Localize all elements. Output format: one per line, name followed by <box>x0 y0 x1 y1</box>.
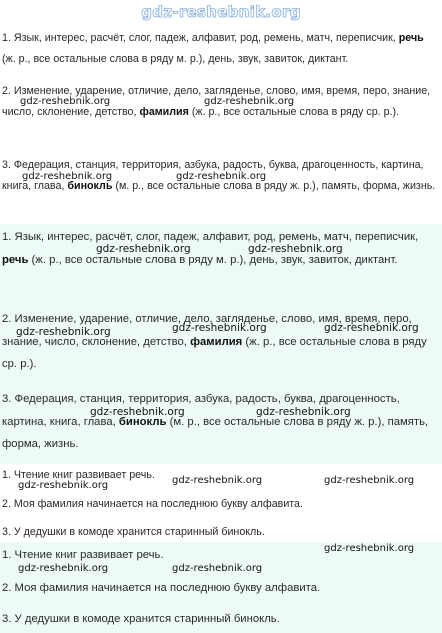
watermark: gdz-reshebnik.org <box>172 322 267 334</box>
watermark: gdz-reshebnik.org <box>18 480 109 491</box>
watermark: gdz-reshebnik.org <box>256 406 351 418</box>
watermark: gdz-reshebnik.org <box>176 171 267 182</box>
watermark: gdz-reshebnik.org <box>248 243 343 255</box>
watermark: gdz-reshebnik.org <box>16 326 111 338</box>
answer-1-item-3-highlight: бинокль <box>67 180 113 192</box>
answer-block-1 <box>0 24 442 224</box>
watermark: gdz-reshebnik.org <box>20 96 111 107</box>
answer-1-item-1: 1. Язык, интерес, расчёт, слог, падеж, алфавит, род, ремень, матч, переписчик, речь (ж. р., все остальные слова в ряду м. р.), день, звук, завиток, диктант. <box>2 32 424 65</box>
sentence-3: 3. У дедушки в комоде хранится старинный бинокль. <box>2 526 265 538</box>
watermark: gdz-reshebnik.org <box>18 563 109 574</box>
watermark: gdz-reshebnik.org <box>172 475 263 486</box>
answer-block-2 <box>0 224 442 464</box>
site-header <box>0 0 442 24</box>
watermark: gdz-reshebnik.org <box>324 322 419 334</box>
watermark: gdz-reshebnik.org <box>96 243 191 255</box>
answer-block-4 <box>0 542 442 633</box>
answer-1-item-1-highlight: речь <box>398 32 424 44</box>
answer-2-item-3: 3. Федерация, станция, территория, азбука, радость, буква, драгоценность, картина, книга, глава, бинокль (м. р., все остальные слова в ряду ж. р.), память, форма, жизнь. <box>2 393 429 450</box>
watermark: gdz-reshebnik.org <box>172 563 263 574</box>
sentence-1: 1. Чтение книг развивает речь. <box>2 549 164 561</box>
answer-2-item-1: 1. Язык, интерес, расчёт, слог, падеж, алфавит, род, ремень, матч, переписчик, речь (ж. р., все остальные слова в ряду м. р.), день, звук, завиток, диктант. <box>2 231 419 266</box>
answer-1-item-2: 2. Изменение, ударение, отличие, дело, загляденье, слово, имя, время, перо, знание, число, склонение, детство, фамилия (ж. р., все остальные слова в ряду ср. р.). <box>2 85 431 118</box>
answer-2-item-2-highlight: фамилия <box>190 335 243 348</box>
watermark: gdz-reshebnik.org <box>324 475 415 486</box>
sentence-3: 3. У дедушки в комоде хранится старинный бинокль. <box>2 613 280 625</box>
site-title: gdz-reshebnik.org <box>141 3 301 21</box>
answer-block-3 <box>0 464 442 542</box>
sentence-2: 2. Моя фамилия начинается на последнюю букву алфавита. <box>2 498 303 510</box>
watermark: gdz-reshebnik.org <box>22 171 113 182</box>
watermark: gdz-reshebnik.org <box>90 406 185 418</box>
watermark: gdz-reshebnik.org <box>324 543 415 554</box>
sentence-1: 1. Чтение книг развивает речь. <box>2 469 155 481</box>
watermark: gdz-reshebnik.org <box>204 96 295 107</box>
answer-2-item-3-highlight: бинокль <box>118 415 167 428</box>
answer-1-item-2-highlight: фамилия <box>139 106 189 118</box>
sentence-2: 2. Моя фамилия начинается на последнюю букву алфавита. <box>2 582 321 594</box>
answer-2-item-1-highlight: речь <box>2 253 29 266</box>
answer-2-item-2: 2. Изменение, ударение, отличие, дело, загляденье, слово, имя, время, перо, знание, число, склонение, детство, фамилия (ж. р., все остальные слова в ряду ср. р.). <box>2 313 427 370</box>
answer-1-item-3: 3. Федерация, станция, территория, азбука, радость, буква, драгоценность, картина, книга, глава, бинокль (м. р., все остальные слова в ряду ж. р.), память, форма, жизнь. <box>2 159 436 192</box>
